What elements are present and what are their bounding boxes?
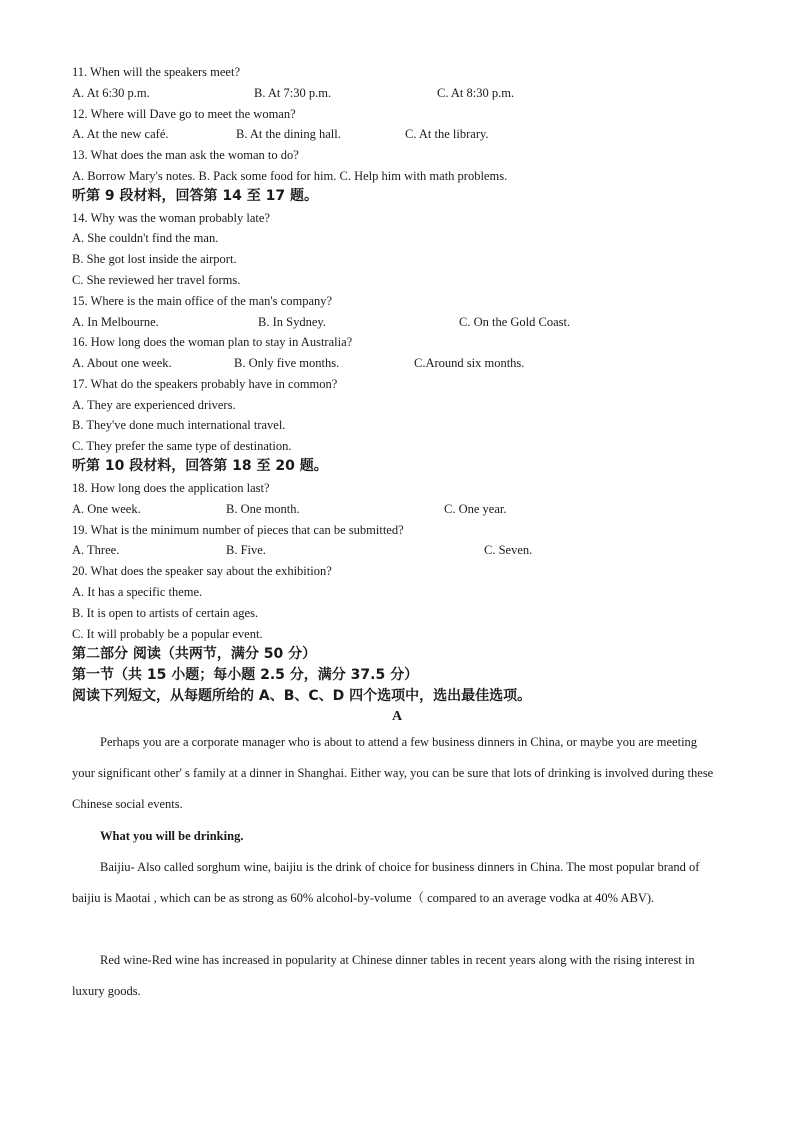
- subheading-drinks: What you will be drinking.: [100, 829, 244, 843]
- question-16-stem: 16. How long does the woman plan to stay in Australia?: [72, 335, 353, 349]
- question-18-stem: 18. How long does the application last?: [72, 481, 270, 495]
- question-17-option-a: A. They are experienced drivers.: [72, 398, 236, 412]
- section-10-heading: 听第 10 段材料，回答第 18 至 20 题。: [72, 458, 328, 474]
- question-19-option-a: A. Three.: [72, 543, 120, 557]
- paragraph-1: Perhaps you are a corporate manager who is about to attend a few business dinners in China, or maybe you are meeting your significant other' s family at a dinner in Shanghai. Either way, you can be sure that lots of drinking is involved during these Chinese social events.: [72, 735, 714, 811]
- question-16-option-c: C.Around six months.: [414, 356, 525, 370]
- question-12-option-b: B. At the dining hall.: [236, 127, 341, 141]
- question-12-stem: 12. Where will Dave go to meet the woman?: [72, 107, 296, 121]
- question-17-stem: 17. What do the speakers probably have in common?: [72, 377, 338, 391]
- question-11-option-a: A. At 6:30 p.m.: [72, 86, 150, 100]
- question-13-stem: 13. What does the man ask the woman to do?: [72, 148, 299, 162]
- question-19-option-b: B. Five.: [226, 543, 266, 557]
- question-13-options: A. Borrow Mary's notes. B. Pack some food for him. C. Help him with math problems.: [72, 169, 508, 183]
- question-15-option-a: A. In Melbourne.: [72, 315, 159, 329]
- question-12-option-c: C. At the library.: [405, 127, 489, 141]
- question-18-option-a: A. One week.: [72, 502, 141, 516]
- passage-label: A: [391, 709, 403, 724]
- question-11-option-b: B. At 7:30 p.m.: [254, 86, 332, 100]
- question-11-option-c: C. At 8:30 p.m.: [437, 86, 515, 100]
- question-19-option-c: C. Seven.: [484, 543, 533, 557]
- question-11-stem: 11. When will the speakers meet?: [72, 65, 240, 79]
- question-18-option-c: C. One year.: [444, 502, 507, 516]
- question-20-option-b: B. It is open to artists of certain ages.: [72, 606, 259, 620]
- question-14-stem: 14. Why was the woman probably late?: [72, 211, 270, 225]
- question-14-option-c: C. She reviewed her travel forms.: [72, 273, 241, 287]
- question-16-option-a: A. About one week.: [72, 356, 172, 370]
- question-18-option-b: B. One month.: [226, 502, 300, 516]
- question-17-option-c: C. They prefer the same type of destination.: [72, 439, 292, 453]
- reading-instruction: 阅读下列短文，从每题所给的 A、B、C、D 四个选项中，选出最佳选项。: [72, 688, 532, 704]
- question-16-option-b: B. Only five months.: [234, 356, 340, 370]
- question-14-option-b: B. She got lost inside the airport.: [72, 252, 237, 266]
- question-20-option-c: C. It will probably be a popular event.: [72, 627, 263, 641]
- section-1-heading: 第一节（共 15 小题；每小题 2.5 分，满分 37.5 分）: [72, 667, 419, 683]
- question-17-option-b: B. They've done much international travel.: [72, 418, 286, 432]
- question-20-stem: 20. What does the speaker say about the exhibition?: [72, 564, 332, 578]
- question-19-stem: 19. What is the minimum number of pieces that can be submitted?: [72, 523, 404, 537]
- question-12-option-a: A. At the new café.: [72, 127, 169, 141]
- paragraph-red-wine: Red wine-Red wine has increased in popularity at Chinese dinner tables in recent years along with the rising interest in luxury goods.: [72, 953, 695, 998]
- section-9-heading: 听第 9 段材料，回答第 14 至 17 题。: [72, 188, 318, 204]
- question-14-option-a: A. She couldn't find the man.: [72, 231, 219, 245]
- paragraph-baijiu: Baijiu- Also called sorghum wine, baijiu is the drink of choice for business dinners in China. The most popular brand of baijiu is Maotai , which can be as strong as 60% alcohol-by-volume（ compared to an average vodka at 40% ABV).: [72, 860, 700, 905]
- question-15-option-c: C. On the Gold Coast.: [459, 315, 571, 329]
- question-15-option-b: B. In Sydney.: [258, 315, 326, 329]
- part-2-heading: 第二部分 阅读（共两节，满分 50 分）: [72, 646, 317, 662]
- question-15-stem: 15. Where is the main office of the man's company?: [72, 294, 333, 308]
- question-20-option-a: A. It has a specific theme.: [72, 585, 203, 599]
